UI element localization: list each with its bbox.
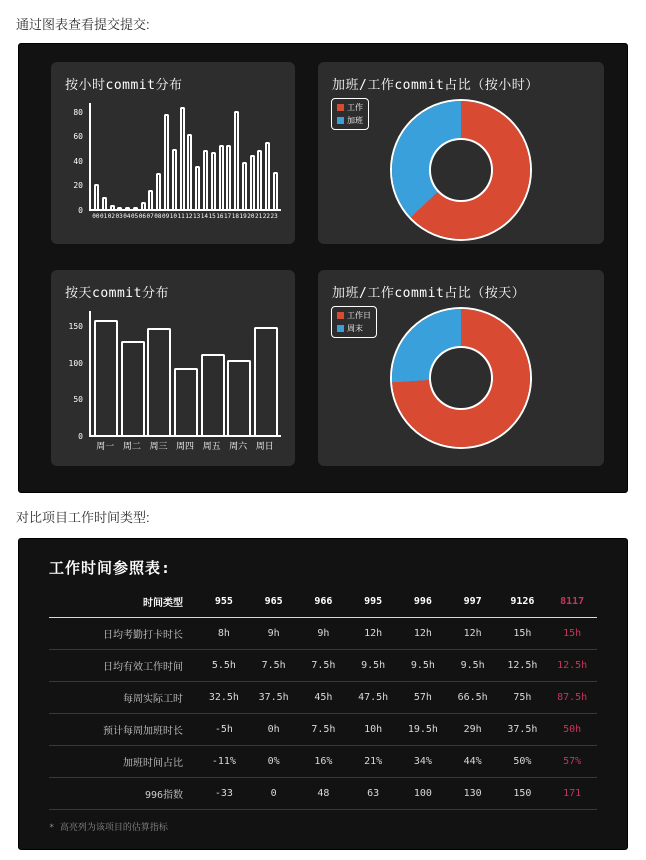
legend-label: 加班 [347,116,363,125]
x-tick-label: 周四 [176,442,195,452]
bar [94,184,99,209]
cell-value: 9h [299,618,349,650]
bar [250,155,255,209]
cell-value: 47.5h [348,682,398,714]
x-tick-label: 23 [270,213,278,220]
cell-value: 15h [498,618,548,650]
cell-value: 9.5h [448,650,498,682]
x-tick-label: 20 [247,213,255,220]
x-tick-label: 08 [154,213,162,220]
cell-value: -5h [199,714,249,746]
column-header: 965 [249,586,299,618]
cell-value: 12h [448,618,498,650]
cell-value: 37.5h [249,682,299,714]
x-tick-label: 07 [146,213,154,220]
bar [121,341,145,435]
y-tick-label: 80 [73,107,83,117]
legend-swatch [337,312,344,319]
table-row [49,682,597,714]
cell-value: 130 [448,778,498,810]
x-tick-label: 19 [239,213,247,220]
y-tick-label: 100 [68,358,83,368]
legend-item [337,323,371,334]
chart-title: 按小时commit分布 [65,78,183,93]
bar [211,152,216,209]
x-tick-label: 周日 [255,442,274,452]
x-tick-label: 21 [255,213,263,220]
cell-value: 9h [249,618,299,650]
x-tick-label: 周三 [149,442,168,452]
x-tick-label: 13 [193,213,201,220]
bar [102,197,107,209]
x-tick-label: 16 [216,213,224,220]
chart-title: 加班/工作commit占比（按小时） [332,78,539,93]
cell-value: 48 [299,778,349,810]
bar [117,207,122,209]
charts-panel [18,43,628,493]
legend-swatch [337,117,344,124]
cell-value: 32.5h [199,682,249,714]
cell-value: 5.5h [199,650,249,682]
bar [219,145,224,209]
bar [226,145,231,209]
cell-value: 21% [348,746,398,778]
x-tick-label: 17 [224,213,232,220]
row-label: 996指数 [49,778,199,810]
cell-value: 50% [498,746,548,778]
bar [125,207,130,209]
cell-value: 7.5h [299,714,349,746]
bar [133,207,138,209]
x-tick-label: 02 [107,213,115,220]
bar [203,150,208,209]
cell-value: 7.5h [249,650,299,682]
bar [172,149,177,209]
cell-value: 9.5h [398,650,448,682]
x-tick-label: 01 [100,213,108,220]
plot-area [65,311,281,441]
x-tick-label: 04 [123,213,131,220]
y-axis [65,103,89,215]
table-row [49,778,597,810]
chart-legend [331,306,377,338]
x-tick-label: 00 [92,213,100,220]
column-header: 9126 [498,586,548,618]
column-header: 995 [348,586,398,618]
bar [180,107,185,209]
y-tick-label: 40 [73,156,83,166]
y-tick-label: 20 [73,181,83,191]
x-tick-label: 18 [231,213,239,220]
x-tick-label: 22 [262,213,270,220]
x-tick-label: 06 [138,213,146,220]
x-tick-label: 11 [177,213,185,220]
legend-item [337,102,363,113]
cell-value: 100 [398,778,448,810]
bar [141,202,146,209]
cell-value: 44% [448,746,498,778]
table-row [49,714,597,746]
y-tick-label: 60 [73,132,83,142]
x-tick-label: 15 [208,213,216,220]
cell-value: 0 [249,778,299,810]
legend-label: 工作 [347,103,363,112]
cell-value: 10h [348,714,398,746]
bar [234,111,239,209]
column-header: 时间类型 [49,586,199,618]
x-axis-labels [89,437,281,452]
cell-value: 12h [348,618,398,650]
table-row [49,650,597,682]
cell-value: 66.5h [448,682,498,714]
chart-legend [331,98,369,130]
table-title: 工作时间参照表: [49,559,172,577]
column-header: 996 [398,586,448,618]
cell-value: 7.5h [299,650,349,682]
row-label: 预计每周加班时长 [49,714,199,746]
cell-value: 15h [547,618,597,650]
x-tick-label: 10 [169,213,177,220]
x-tick-label: 14 [200,213,208,220]
cell-value: 12.5h [547,650,597,682]
legend-label: 工作日 [347,311,371,320]
x-tick-label: 周五 [202,442,221,452]
row-label: 日均考勤打卡时长 [49,618,199,650]
row-label: 每周实际工时 [49,682,199,714]
x-tick-label: 03 [115,213,123,220]
cell-value: 12.5h [498,650,548,682]
y-tick-label: 150 [68,322,83,332]
cell-value: -33 [199,778,249,810]
x-tick-label: 09 [162,213,170,220]
cell-value: 9.5h [348,650,398,682]
bar [195,166,200,209]
bar [174,368,198,435]
x-axis-labels [89,211,281,220]
bar [273,172,278,209]
row-label: 加班时间占比 [49,746,199,778]
bar [257,150,262,209]
bar [110,205,115,209]
legend-item [337,310,371,321]
cell-value: -11% [199,746,249,778]
cell-value: 34% [398,746,448,778]
y-tick-label: 0 [78,432,83,441]
cell-value: 0h [249,714,299,746]
worktime-table-panel [18,538,628,850]
table-body [49,618,597,810]
y-axis [65,311,89,441]
row-label: 日均有效工作时间 [49,650,199,682]
column-header: 8117 [547,586,597,618]
bar [148,190,153,209]
cell-value: 57% [547,746,597,778]
legend-item [337,115,363,126]
bar-plot [89,103,281,211]
cell-value: 16% [299,746,349,778]
cell-value: 0% [249,746,299,778]
chart-title: 按天commit分布 [65,286,169,301]
cell-value: 150 [498,778,548,810]
table-row [49,746,597,778]
column-header: 966 [299,586,349,618]
bar [227,360,251,435]
cell-value: 75h [498,682,548,714]
cell-value: 37.5h [498,714,548,746]
bar [164,114,169,209]
bar [187,134,192,209]
bar [265,142,270,209]
column-header: 997 [448,586,498,618]
cell-value: 171 [547,778,597,810]
chart-hourly-commit-bar [51,62,295,244]
worktime-table [49,586,597,810]
cell-value: 57h [398,682,448,714]
x-tick-label: 12 [185,213,193,220]
bar [147,328,171,435]
x-tick-label: 周六 [229,442,248,452]
cell-value: 45h [299,682,349,714]
x-tick-label: 周一 [96,442,115,452]
cell-value: 29h [448,714,498,746]
donut-hole [431,140,490,199]
table-footnote: * 高亮列为该项目的估算指标 [49,823,168,833]
bar [242,162,247,209]
y-tick-label: 0 [78,206,83,215]
chart-title: 加班/工作commit占比（按天） [332,286,526,301]
y-tick-label: 50 [73,395,83,405]
donut-hole [431,348,490,407]
chart-daily-commit-bar [51,270,295,466]
cell-value: 63 [348,778,398,810]
bar [254,327,278,435]
cell-value: 50h [547,714,597,746]
cell-value: 8h [199,618,249,650]
table-row [49,618,597,650]
plot-area [65,103,281,215]
cell-value: 87.5h [547,682,597,714]
bar [201,354,225,435]
bar-plot [89,311,281,437]
bar [156,173,161,209]
donut-chart [392,309,530,447]
cell-value: 19.5h [398,714,448,746]
legend-label: 周末 [347,324,363,333]
bar [94,320,118,435]
cell-value: 12h [398,618,448,650]
compare-text: 对比项目工作时间类型: [16,510,150,525]
column-header: 955 [199,586,249,618]
legend-swatch [337,325,344,332]
legend-swatch [337,104,344,111]
chart-daily-ratio-pie [318,270,604,466]
x-tick-label: 周二 [122,442,141,452]
intro-text: 通过图表查看提交提交: [16,17,150,32]
x-tick-label: 05 [131,213,139,220]
donut-chart [392,101,530,239]
chart-hourly-ratio-pie [318,62,604,244]
table-header-row [49,586,597,618]
